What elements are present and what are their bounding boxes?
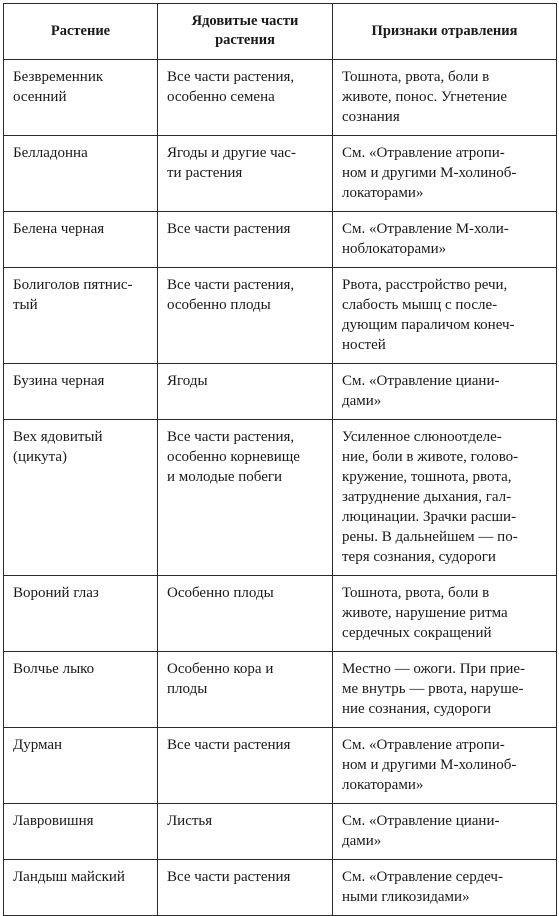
cell-symptoms: Тошнота, рвота, боли в животе, понос. Угнетение сознания [333,60,557,136]
cell-symptoms: См. «Отравление атропи- ном и другими М-холиноб- локаторами» [333,136,557,212]
cell-symptoms: См. «Отравление сердеч- ными гликозидами» [333,860,557,916]
page [3,3,557,916]
cell-plant: Белена черная [4,212,158,268]
cell-parts: Все части растения [158,728,333,804]
header-symptoms: Признаки отравления [333,4,557,60]
table-body [4,60,557,916]
table-row [4,212,557,268]
table-row [4,728,557,804]
cell-plant: Вех ядовитый (цикута) [4,420,158,576]
table-row [4,804,557,860]
cell-symptoms: См. «Отравление атропи- ном и другими М-холиноб- локаторами» [333,728,557,804]
cell-plant: Лавровишня [4,804,158,860]
table-row [4,420,557,576]
cell-symptoms: Усиленное слюноотделе- ние, боли в животе, голово- кружение, тошнота, рвота, затруднение дыхания, гал- люцинации. Зрачки расши- рены. В дальнейшем — по- теря сознания, судороги [333,420,557,576]
cell-parts: Ягоды [158,364,333,420]
cell-plant: Ландыш майский [4,860,158,916]
cell-plant: Болиголов пятнис- тый [4,268,158,364]
cell-plant: Вороний глаз [4,576,158,652]
table-row [4,136,557,212]
cell-parts: Все части растения, особенно плоды [158,268,333,364]
table-row [4,364,557,420]
cell-plant: Бузина черная [4,364,158,420]
table-row [4,60,557,136]
cell-plant: Белладонна [4,136,158,212]
header-plant: Растение [4,4,158,60]
cell-plant: Волчье лыко [4,652,158,728]
cell-symptoms: Тошнота, рвота, боли в животе, нарушение ритма сердечных сокращений [333,576,557,652]
cell-parts: Все части растения [158,212,333,268]
cell-symptoms: См. «Отравление циани- дами» [333,804,557,860]
table-row [4,652,557,728]
cell-symptoms: Местно — ожоги. При прие- ме внутрь — рвота, наруше- ние сознания, судороги [333,652,557,728]
table-row [4,268,557,364]
cell-symptoms: См. «Отравление циани- дами» [333,364,557,420]
cell-plant: Безвременник осенний [4,60,158,136]
cell-parts: Все части растения [158,860,333,916]
cell-parts: Ягоды и другие час- ти растения [158,136,333,212]
cell-symptoms: См. «Отравление М-холи- ноблокаторами» [333,212,557,268]
cell-parts: Все части растения, особенно семена [158,60,333,136]
cell-parts: Особенно плоды [158,576,333,652]
header-row [4,4,557,60]
table-row [4,576,557,652]
cell-parts: Листья [158,804,333,860]
cell-plant: Дурман [4,728,158,804]
poisonous-plants-table [3,3,557,916]
cell-symptoms: Рвота, расстройство речи, слабость мышц с после- дующим параличом конеч- ностей [333,268,557,364]
table-row [4,860,557,916]
cell-parts: Особенно кора и плоды [158,652,333,728]
cell-parts: Все части растения, особенно корневище и молодые побеги [158,420,333,576]
header-poisonous-parts: Ядовитые части растения [158,4,333,60]
table-header [4,4,557,60]
